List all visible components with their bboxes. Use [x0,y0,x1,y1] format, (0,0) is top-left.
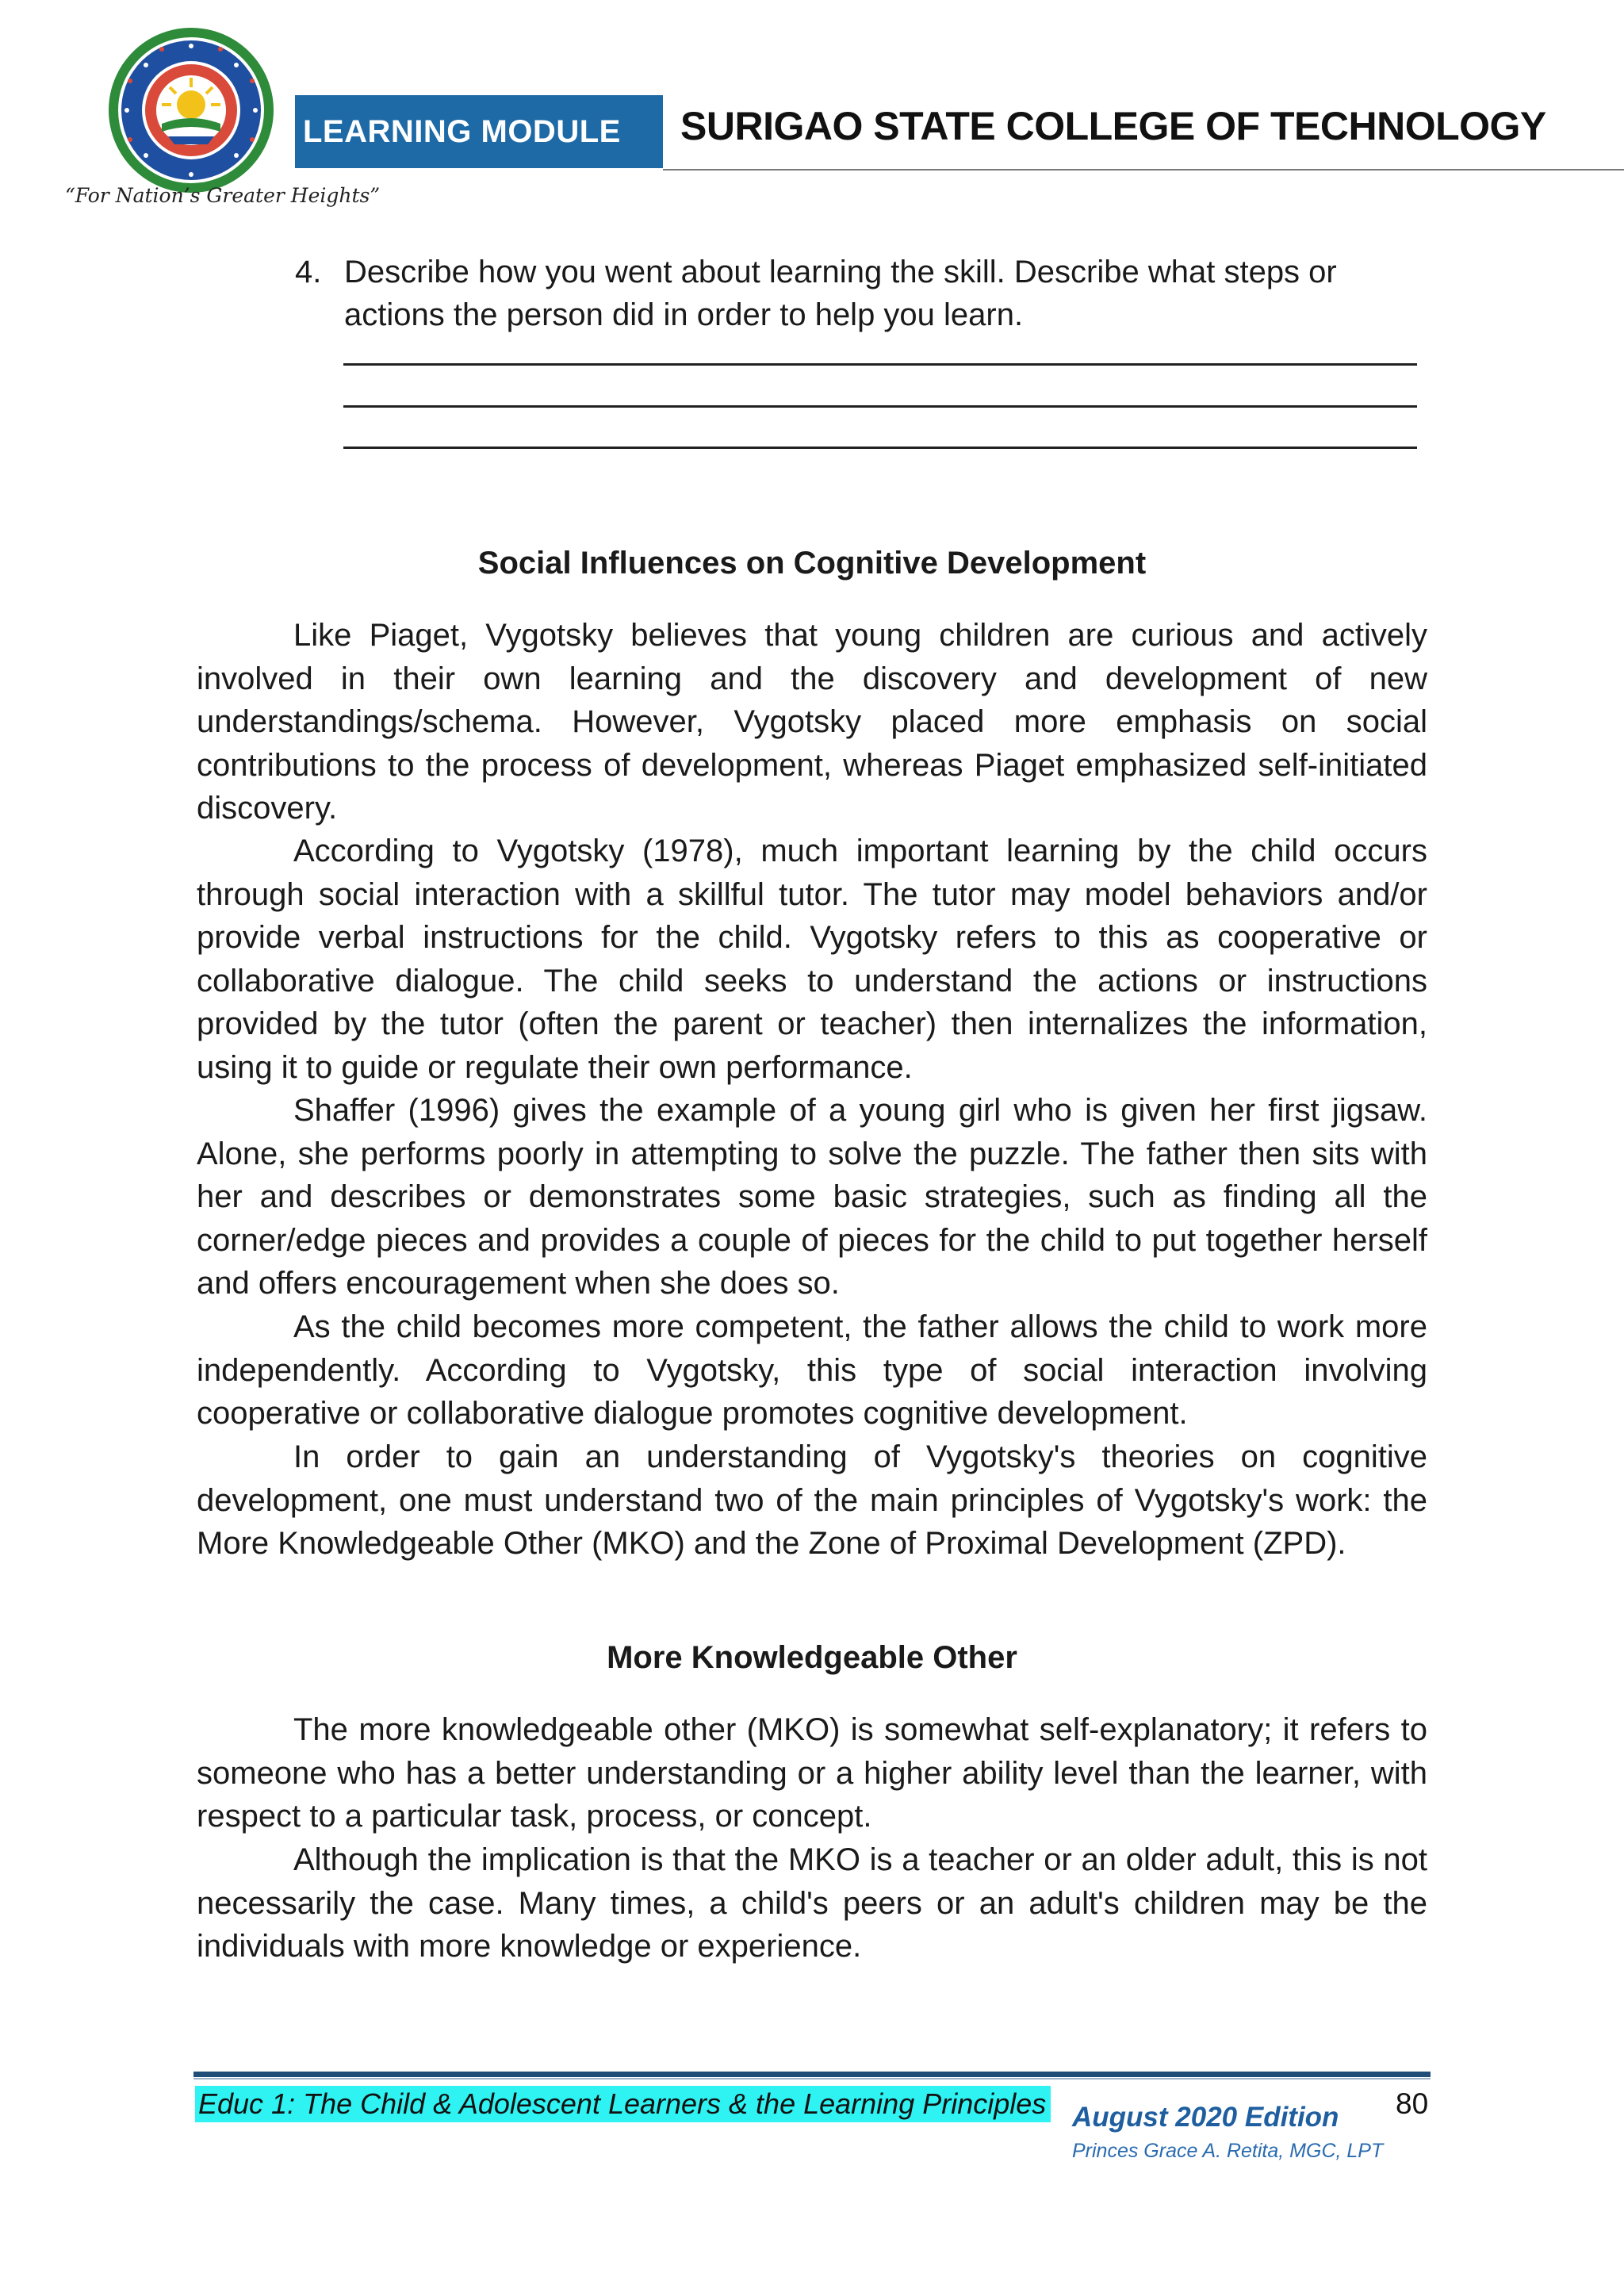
paragraph-text: Like Piaget, Vygotsky believes that young children are curious and actively involved in their own learning and the discovery and development of new understandings/schema. However, Vygotsky placed more emphasis on social contributions to the process of development, whereas Piaget emphasized self-initiated discovery. [197,618,1427,826]
paragraph-text: In order to gain an understanding of Vygotsky's theories on cognitive development, one must understand two of the main principles of Vygotsky's work: the More Knowledgeable Other (MKO) and the Zone of Proximal Development (ZPD). [197,1439,1427,1561]
paragraph-text: The more knowledgeable other (MKO) is somewhat self-explanatory; it refers to someone who has a better understanding or a higher ability level than the learner, with respect to a particular task, process, or concept. [197,1712,1427,1834]
section-heading: Social Influences on Cognitive Development [477,546,1147,581]
question-number: 4. [295,255,322,289]
paragraph [197,1838,1427,1968]
course-title: Educ 1: The Child & Adolescent Learners & the Learning Principles [195,2086,1051,2122]
paragraph [197,830,1427,1089]
author-name: Princes Grace A. Retita, MGC, LPT [1072,2140,1384,2162]
paragraph-text: Shaffer (1996) gives the example of a young girl who is given her first jigsaw. Alone, she performs poorly in attempting to solve the puzzle. The father then sits with her and describes or demonstrates some basic strategies, such as finding all the corner/edge pieces and provides a couple of pieces for the child to put together herself and offers encouragement when she does so. [197,1093,1427,1301]
footer-divider [193,2072,1431,2077]
footer-divider-thin [193,2078,1431,2079]
header-divider [663,169,1624,171]
paragraph [197,614,1427,830]
answer-line[interactable] [343,405,1417,408]
paragraph-text: Although the implication is that the MKO is a teacher or an older adult, this is not necessarily the case. Many times, a child's peers or an adult's children may be the individuals with more knowledge or experience. [197,1842,1427,1964]
paragraph-text: According to Vygotsky (1978), much important learning by the child occurs through social interaction with a skillful tutor. The tutor may model behaviors and/or provide verbal instructions for the child. Vygotsky refers to this as cooperative or collaborative dialogue. The child seeks to understand the actions or instructions provided by the tutor (often the parent or teacher) then internalizes the information, using it to guide or regulate their own performance. [197,834,1427,1085]
college-name: SURIGAO STATE COLLEGE OF TECHNOLOGY [680,104,1546,148]
paragraph-text: As the child becomes more competent, the father allows the child to work more independently. According to Vygotsky, this type of social interaction involving cooperative or collaborative dialogue promotes cognitive development. [197,1309,1427,1431]
learning-module-badge [295,95,663,168]
answer-line[interactable] [343,363,1417,366]
edition-label: August 2020 Edition [1072,2102,1339,2133]
paragraph [197,1305,1427,1435]
section-heading: More Knowledgeable Other [607,1640,1017,1675]
answer-line[interactable] [343,447,1417,449]
paragraph [197,1708,1427,1838]
page-number: 80 [1396,2087,1429,2120]
question-text: Describe how you went about learning the skill. Describe what steps or actions the person did in order to help you learn. [344,255,1337,332]
college-motto: “For Nation’s Greater Heights” [65,184,381,207]
college-seal-icon [106,25,276,195]
learning-module-label: LEARNING MODULE [303,113,621,149]
paragraph [197,1089,1427,1305]
paragraph [197,1435,1427,1566]
